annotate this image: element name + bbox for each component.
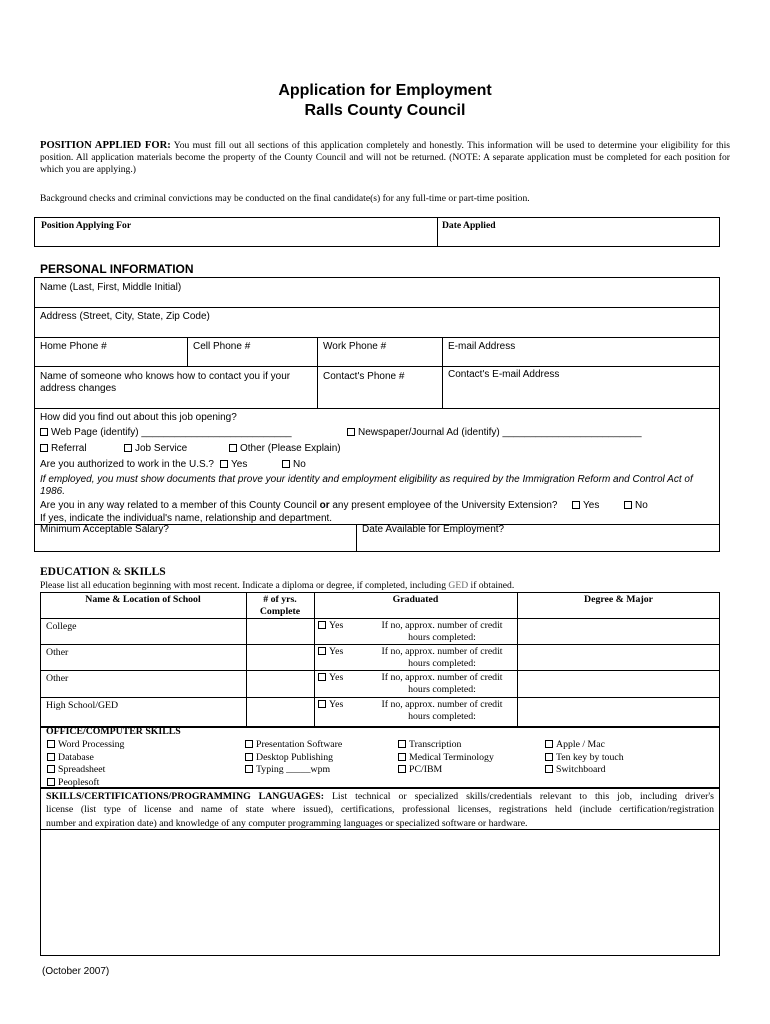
table-row-school[interactable]: Other [46,673,69,684]
related-no-checkbox[interactable] [624,501,632,509]
employed-note: If employed, you must show documents that prove your identity and employment eligibility as required by the Immigration Reform and Control Act of 1986. [40,474,693,497]
referral-option[interactable]: Referral [40,443,87,454]
related-yes[interactable]: Yes [572,500,599,511]
page-title: Application for Employment [278,82,492,99]
intro-paragraph [40,140,730,177]
email-field[interactable]: E-mail Address [448,341,516,352]
home-phone-field[interactable]: Home Phone # [40,341,107,352]
graduated-yes[interactable]: Yes [318,672,343,683]
other-option[interactable]: Other (Please Explain) [229,443,341,454]
work-phone-field[interactable]: Work Phone # [323,341,387,352]
contact-phone-field[interactable]: Contact's Phone # [323,371,405,382]
date-applied-field[interactable]: Date Applied [442,220,496,231]
graduated-yes[interactable]: Yes [318,646,343,657]
related-no[interactable]: No [624,500,648,511]
skill-peoplesoft[interactable]: Peoplesoft [47,777,124,790]
col-graduated-header: Graduated [392,594,439,605]
graduated-yes-checkbox[interactable] [318,647,326,655]
office-col2 [245,739,342,777]
position-box [34,217,720,247]
job-service-option[interactable]: Job Service [124,443,187,454]
education-heading: EDUCATION & SKILLS [40,566,166,578]
intro-text: You must fill out all sections of this application completely and honestly. This information will be used to determine your eligibility for this position. All application materials become the property of the County Council and will not be returned. (NOTE: A separate application must be completed for each position for which you are applying.) [40,140,731,176]
skill-ten-key[interactable]: Ten key by touch [545,752,624,765]
job-service-checkbox[interactable] [124,444,132,452]
col-years-header: # of yrs. Complete [259,594,301,617]
skill-database[interactable]: Database [47,752,124,765]
col-degree-header: Degree & Major [584,594,653,605]
newspaper-checkbox[interactable] [347,428,355,436]
graduated-yes-checkbox[interactable] [318,621,326,629]
skill-apple-mac[interactable]: Apple / Mac [545,739,624,752]
web-page-checkbox[interactable] [40,428,48,436]
authorized-yes[interactable]: Yes [220,459,247,470]
authorized-question: Are you authorized to work in the U.S.? [40,459,214,470]
authorized-yes-checkbox[interactable] [220,460,228,468]
min-salary-field[interactable]: Minimum Acceptable Salary? [40,524,169,535]
related-yes-checkbox[interactable] [572,501,580,509]
page-subtitle: Ralls County Council [304,102,466,119]
skill-desktop-publishing[interactable]: Desktop Publishing [245,752,342,765]
table-row-school[interactable]: High School/GED [46,700,119,711]
table-row-school[interactable]: College [46,621,77,632]
referral-checkbox[interactable] [40,444,48,452]
skill-spreadsheet[interactable]: Spreadsheet [47,764,124,777]
skill-switchboard[interactable]: Switchboard [545,764,624,777]
table-row-school[interactable]: Other [46,647,69,658]
web-page-option[interactable]: Web Page (identify) ___________________________ [40,427,292,438]
graduated-yes-checkbox[interactable] [318,673,326,681]
date-available-field[interactable]: Date Available for Employment? [362,524,505,535]
credit-hours-note: If no, approx. number of credit hours completed: [381,620,503,643]
name-field[interactable]: Name (Last, First, Middle Initial) [40,282,182,293]
col-school-header: Name & Location of School [85,594,201,605]
cell-phone-field[interactable]: Cell Phone # [193,341,251,352]
skill-word-processing[interactable]: Word Processing [47,739,124,752]
skill-presentation-software[interactable]: Presentation Software [245,739,342,752]
credit-hours-note: If no, approx. number of credit hours completed: [381,646,503,669]
address-field[interactable]: Address (Street, City, State, Zip Code) [40,311,210,322]
credit-hours-note: If no, approx. number of credit hours completed: [381,699,503,722]
office-col3 [398,739,494,777]
graduated-yes[interactable]: Yes [318,620,343,631]
contact-email-field[interactable]: Contact's E-mail Address [448,369,560,380]
position-applied-label: POSITION APPLIED FOR: [40,140,171,151]
form-date: (October 2007) [42,966,110,977]
skill-pc-ibm[interactable]: PC/IBM [398,764,494,777]
education-instructions: Please list all education beginning with most recent. Indicate a diploma or degree, if completed, including GED if obtained. [40,580,515,591]
position-applying-field[interactable]: Position Applying For [41,220,132,231]
office-col1 [47,739,124,790]
authorized-no-checkbox[interactable] [282,460,290,468]
skill-medical-terminology[interactable]: Medical Terminology [398,752,494,765]
newspaper-option[interactable]: Newspaper/Journal Ad (identify) _________________________ [347,427,642,438]
skill-transcription[interactable]: Transcription [398,739,494,752]
office-col4 [545,739,624,777]
graduated-yes[interactable]: Yes [318,699,343,710]
skills-instructions: SKILLS/CERTIFICATIONS/PROGRAMMING LANGUAGES: List technical or specialized skills/credentials relevant to this job, including driver's license (list type of license and name of state where issued), certifications, professional licenses, registrations held (include certification/registration number and expiration date) and knowledge of any computer programming languages or specialized software or hardware. [46,791,714,829]
background-note: Background checks and criminal convictions may be conducted on the final candidate(s) for any full-time or part-time position. [40,193,530,204]
skill-typing[interactable]: Typing _____wpm [245,764,342,777]
how-find-question: How did you find out about this job opening? [40,412,237,423]
contact-name-field[interactable]: Name of someone who knows how to contact you if your address changes [40,371,291,394]
credit-hours-note: If no, approx. number of credit hours completed: [381,672,503,695]
authorized-no[interactable]: No [282,459,306,470]
related-question: Are you in any way related to a member of this County Council or any present employee of the University Extension? [40,500,558,511]
graduated-yes-checkbox[interactable] [318,700,326,708]
personal-info-heading: PERSONAL INFORMATION [40,262,194,276]
other-checkbox[interactable] [229,444,237,452]
if-yes-note: If yes, indicate the individual's name, relationship and department. [40,513,333,524]
office-skills-heading: OFFICE/COMPUTER SKILLS [46,726,181,737]
